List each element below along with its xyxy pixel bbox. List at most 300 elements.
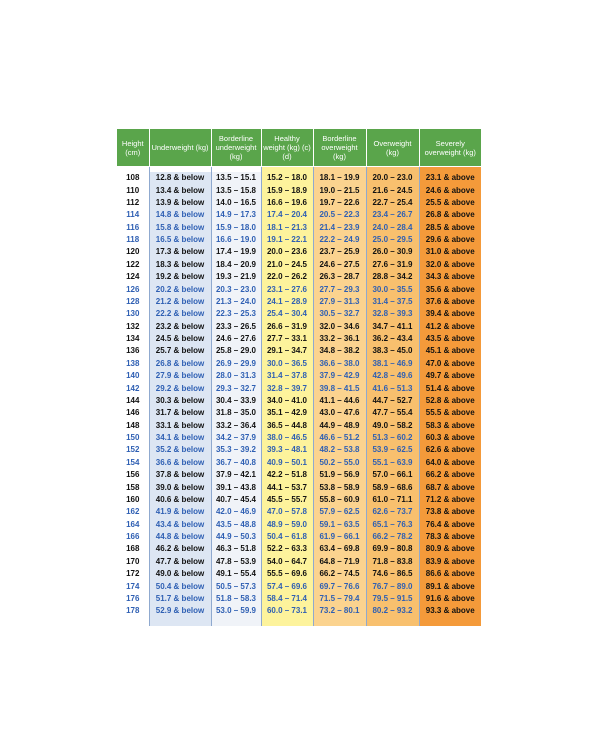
table-row [117,494,481,506]
borderline-underweight-cell: 46.3 – 51.8 [211,543,261,555]
healthy-weight-cell: 48.9 – 59.0 [261,519,313,531]
partial-cell [261,618,313,626]
healthy-weight-cell: 22.0 – 26.2 [261,271,313,283]
partial-cell [419,618,481,626]
underweight-cell: 22.2 & below [149,308,211,320]
borderline-underweight-cell: 42.0 – 46.9 [211,506,261,518]
height-cell: 108 [117,172,149,184]
overweight-cell: 58.9 – 68.6 [366,481,419,493]
borderline-overweight-cell: 73.2 – 80.1 [313,605,366,617]
severely-overweight-cell: 43.5 & above [419,333,481,345]
borderline-underweight-cell: 51.8 – 58.3 [211,593,261,605]
borderline-overweight-cell: 50.2 – 55.0 [313,457,366,469]
healthy-weight-cell: 25.4 – 30.4 [261,308,313,320]
healthy-weight-cell: 45.5 – 55.7 [261,494,313,506]
height-cell: 118 [117,234,149,246]
underweight-cell: 15.8 & below [149,222,211,234]
overweight-cell: 41.6 – 51.3 [366,382,419,394]
height-cell: 176 [117,593,149,605]
partial-cell [117,618,149,626]
healthy-weight-cell: 55.5 – 69.6 [261,568,313,580]
healthy-weight-cell: 21.0 – 24.5 [261,259,313,271]
borderline-underweight-cell: 24.6 – 27.6 [211,333,261,345]
height-cell: 136 [117,345,149,357]
table-row [117,358,481,370]
overweight-cell: 47.7 – 55.4 [366,407,419,419]
height-cell: 116 [117,222,149,234]
borderline-overweight-cell: 32.0 – 34.6 [313,321,366,333]
borderline-overweight-cell: 23.7 – 25.9 [313,246,366,258]
overweight-cell: 55.1 – 63.9 [366,457,419,469]
table-row [117,197,481,209]
underweight-cell: 16.5 & below [149,234,211,246]
borderline-underweight-cell: 31.8 – 35.0 [211,407,261,419]
height-cell: 172 [117,568,149,580]
table-row [117,333,481,345]
borderline-overweight-cell: 19.7 – 22.6 [313,197,366,209]
healthy-weight-cell: 44.1 – 53.7 [261,481,313,493]
borderline-underweight-cell: 21.3 – 24.0 [211,296,261,308]
borderline-overweight-cell: 34.8 – 38.2 [313,345,366,357]
overweight-cell: 23.4 – 26.7 [366,209,419,221]
overweight-cell: 30.0 – 35.5 [366,283,419,295]
overweight-cell: 57.0 – 66.1 [366,469,419,481]
overweight-cell: 65.1 – 76.3 [366,519,419,531]
table-row [117,407,481,419]
height-cell: 128 [117,296,149,308]
healthy-weight-cell: 23.1 – 27.6 [261,283,313,295]
underweight-cell: 36.6 & below [149,457,211,469]
borderline-overweight-cell: 33.2 – 36.1 [313,333,366,345]
severely-overweight-cell: 24.6 & above [419,184,481,196]
severely-overweight-cell: 78.3 & above [419,531,481,543]
table-row [117,283,481,295]
healthy-weight-cell: 27.7 – 33.1 [261,333,313,345]
height-cell: 166 [117,531,149,543]
table-row [117,444,481,456]
height-cell: 160 [117,494,149,506]
height-cell: 142 [117,382,149,394]
healthy-weight-cell: 60.0 – 73.1 [261,605,313,617]
borderline-underweight-cell: 13.5 – 15.1 [211,172,261,184]
healthy-weight-cell: 15.2 – 18.0 [261,172,313,184]
overweight-cell: 26.0 – 30.9 [366,246,419,258]
borderline-overweight-cell: 71.5 – 79.4 [313,593,366,605]
height-cell: 148 [117,420,149,432]
borderline-underweight-cell: 28.0 – 31.3 [211,370,261,382]
underweight-cell: 20.2 & below [149,283,211,295]
borderline-overweight-cell: 55.8 – 60.9 [313,494,366,506]
healthy-weight-cell: 19.1 – 22.1 [261,234,313,246]
header-severely-overweight: Severely overweight (kg) [419,129,481,167]
healthy-weight-cell: 50.4 – 61.8 [261,531,313,543]
underweight-cell: 46.2 & below [149,543,211,555]
table-row [117,593,481,605]
overweight-cell: 42.8 – 49.6 [366,370,419,382]
underweight-cell: 24.5 & below [149,333,211,345]
borderline-overweight-cell: 69.7 – 76.6 [313,580,366,592]
borderline-underweight-cell: 22.3 – 25.3 [211,308,261,320]
table-row [117,184,481,196]
header-borderline-overweight: Borderline overweight (kg) [313,129,366,167]
borderline-underweight-cell: 37.9 – 42.1 [211,469,261,481]
severely-overweight-cell: 73.8 & above [419,506,481,518]
borderline-underweight-cell: 36.7 – 40.8 [211,457,261,469]
underweight-cell: 13.4 & below [149,184,211,196]
overweight-cell: 25.0 – 29.5 [366,234,419,246]
overweight-cell: 76.7 – 89.0 [366,580,419,592]
header-row [117,129,481,167]
healthy-weight-cell: 36.5 – 44.8 [261,420,313,432]
overweight-cell: 27.6 – 31.9 [366,259,419,271]
severely-overweight-cell: 80.9 & above [419,543,481,555]
weight-chart-table [117,129,481,626]
table-row [117,605,481,617]
healthy-weight-cell: 30.0 – 36.5 [261,358,313,370]
header-borderline-underweight: Borderline underweight (kg) [211,129,261,167]
healthy-weight-cell: 42.2 – 51.8 [261,469,313,481]
underweight-cell: 37.8 & below [149,469,211,481]
underweight-cell: 19.2 & below [149,271,211,283]
borderline-underweight-cell: 26.9 – 29.9 [211,358,261,370]
borderline-overweight-cell: 48.2 – 53.8 [313,444,366,456]
borderline-underweight-cell: 30.4 – 33.9 [211,395,261,407]
overweight-cell: 62.6 – 73.7 [366,506,419,518]
healthy-weight-cell: 31.4 – 37.8 [261,370,313,382]
underweight-cell: 18.3 & below [149,259,211,271]
healthy-weight-cell: 26.6 – 31.9 [261,321,313,333]
severely-overweight-cell: 60.3 & above [419,432,481,444]
underweight-cell: 39.0 & below [149,481,211,493]
borderline-underweight-cell: 19.3 – 21.9 [211,271,261,283]
severely-overweight-cell: 31.0 & above [419,246,481,258]
table-row [117,457,481,469]
height-cell: 140 [117,370,149,382]
borderline-underweight-cell: 14.0 – 16.5 [211,197,261,209]
underweight-cell: 52.9 & below [149,605,211,617]
severely-overweight-cell: 32.0 & above [419,259,481,271]
table-row [117,531,481,543]
partial-cell [313,618,366,626]
table-row [117,420,481,432]
borderline-underweight-cell: 40.7 – 45.4 [211,494,261,506]
height-cell: 162 [117,506,149,518]
table-row [117,209,481,221]
borderline-overweight-cell: 20.5 – 22.3 [313,209,366,221]
borderline-overweight-cell: 51.9 – 56.9 [313,469,366,481]
underweight-cell: 26.8 & below [149,358,211,370]
height-cell: 112 [117,197,149,209]
overweight-cell: 24.0 – 28.4 [366,222,419,234]
height-cell: 146 [117,407,149,419]
underweight-cell: 21.2 & below [149,296,211,308]
borderline-underweight-cell: 33.2 – 36.4 [211,420,261,432]
borderline-overweight-cell: 18.1 – 19.9 [313,172,366,184]
healthy-weight-cell: 20.0 – 23.6 [261,246,313,258]
table-body [117,167,481,626]
borderline-overweight-cell: 57.9 – 62.5 [313,506,366,518]
borderline-underweight-cell: 23.3 – 26.5 [211,321,261,333]
healthy-weight-cell: 24.1 – 28.9 [261,296,313,308]
partial-cell [149,618,211,626]
borderline-overweight-cell: 26.3 – 28.7 [313,271,366,283]
height-cell: 124 [117,271,149,283]
borderline-overweight-cell: 44.9 – 48.9 [313,420,366,432]
partial-row [117,618,481,626]
partial-cell [366,618,419,626]
underweight-cell: 31.7 & below [149,407,211,419]
overweight-cell: 44.7 – 52.7 [366,395,419,407]
severely-overweight-cell: 76.4 & above [419,519,481,531]
height-cell: 114 [117,209,149,221]
borderline-overweight-cell: 27.9 – 31.3 [313,296,366,308]
borderline-underweight-cell: 29.3 – 32.7 [211,382,261,394]
table-row [117,370,481,382]
table-row [117,345,481,357]
severely-overweight-cell: 66.2 & above [419,469,481,481]
underweight-cell: 33.1 & below [149,420,211,432]
borderline-underweight-cell: 43.5 – 48.8 [211,519,261,531]
height-cell: 130 [117,308,149,320]
underweight-cell: 13.9 & below [149,197,211,209]
borderline-overweight-cell: 41.1 – 44.6 [313,395,366,407]
healthy-weight-cell: 18.1 – 21.3 [261,222,313,234]
table-row [117,246,481,258]
borderline-overweight-cell: 22.2 – 24.9 [313,234,366,246]
height-cell: 152 [117,444,149,456]
borderline-overweight-cell: 36.6 – 38.0 [313,358,366,370]
overweight-cell: 21.6 – 24.5 [366,184,419,196]
borderline-underweight-cell: 50.5 – 57.3 [211,580,261,592]
underweight-cell: 49.0 & below [149,568,211,580]
table-row [117,580,481,592]
borderline-underweight-cell: 13.5 – 15.8 [211,184,261,196]
height-cell: 156 [117,469,149,481]
table-row [117,321,481,333]
height-cell: 110 [117,184,149,196]
overweight-cell: 28.8 – 34.2 [366,271,419,283]
table-row [117,222,481,234]
table-row [117,382,481,394]
table-row [117,296,481,308]
borderline-underweight-cell: 39.1 – 43.8 [211,481,261,493]
borderline-overweight-cell: 27.7 – 29.3 [313,283,366,295]
severely-overweight-cell: 86.6 & above [419,568,481,580]
height-cell: 158 [117,481,149,493]
table-row [117,271,481,283]
healthy-weight-cell: 38.0 – 46.5 [261,432,313,444]
height-cell: 168 [117,543,149,555]
overweight-cell: 69.9 – 80.8 [366,543,419,555]
height-cell: 170 [117,556,149,568]
overweight-cell: 61.0 – 71.1 [366,494,419,506]
table-row [117,543,481,555]
overweight-cell: 31.4 – 37.5 [366,296,419,308]
underweight-cell: 41.9 & below [149,506,211,518]
healthy-weight-cell: 47.0 – 57.8 [261,506,313,518]
height-cell: 164 [117,519,149,531]
healthy-weight-cell: 52.2 – 63.3 [261,543,313,555]
table-row [117,432,481,444]
underweight-cell: 27.9 & below [149,370,211,382]
header-healthy-weight: Healthy weight (kg) (c) (d) [261,129,313,167]
partial-cell [211,618,261,626]
severely-overweight-cell: 49.7 & above [419,370,481,382]
borderline-underweight-cell: 25.8 – 29.0 [211,345,261,357]
underweight-cell: 35.2 & below [149,444,211,456]
table-row [117,469,481,481]
healthy-weight-cell: 34.0 – 41.0 [261,395,313,407]
severely-overweight-cell: 89.1 & above [419,580,481,592]
severely-overweight-cell: 34.3 & above [419,271,481,283]
table-row [117,519,481,531]
healthy-weight-cell: 29.1 – 34.7 [261,345,313,357]
severely-overweight-cell: 47.0 & above [419,358,481,370]
overweight-cell: 38.1 – 46.9 [366,358,419,370]
severely-overweight-cell: 37.6 & above [419,296,481,308]
severely-overweight-cell: 51.4 & above [419,382,481,394]
header-overweight: Overweight (kg) [366,129,419,167]
height-cell: 178 [117,605,149,617]
borderline-overweight-cell: 21.4 – 23.9 [313,222,366,234]
height-cell: 132 [117,321,149,333]
healthy-weight-cell: 58.4 – 71.4 [261,593,313,605]
header-underweight: Underweight (kg) [149,129,211,167]
severely-overweight-cell: 25.5 & above [419,197,481,209]
borderline-overweight-cell: 37.9 – 42.9 [313,370,366,382]
underweight-cell: 29.2 & below [149,382,211,394]
overweight-cell: 38.3 – 45.0 [366,345,419,357]
table-row [117,259,481,271]
severely-overweight-cell: 26.8 & above [419,209,481,221]
severely-overweight-cell: 55.5 & above [419,407,481,419]
table-row [117,172,481,184]
height-cell: 134 [117,333,149,345]
severely-overweight-cell: 35.6 & above [419,283,481,295]
borderline-underweight-cell: 49.1 – 55.4 [211,568,261,580]
healthy-weight-cell: 32.8 – 39.7 [261,382,313,394]
underweight-cell: 25.7 & below [149,345,211,357]
healthy-weight-cell: 35.1 – 42.9 [261,407,313,419]
severely-overweight-cell: 62.6 & above [419,444,481,456]
overweight-cell: 74.6 – 86.5 [366,568,419,580]
underweight-cell: 17.3 & below [149,246,211,258]
underweight-cell: 30.3 & below [149,395,211,407]
borderline-overweight-cell: 64.8 – 71.9 [313,556,366,568]
borderline-underweight-cell: 47.8 – 53.9 [211,556,261,568]
table-row [117,308,481,320]
underweight-cell: 23.2 & below [149,321,211,333]
borderline-underweight-cell: 34.2 – 37.9 [211,432,261,444]
overweight-cell: 49.0 – 58.2 [366,420,419,432]
borderline-overweight-cell: 61.9 – 66.1 [313,531,366,543]
overweight-cell: 71.8 – 83.8 [366,556,419,568]
overweight-cell: 66.2 – 78.2 [366,531,419,543]
borderline-overweight-cell: 43.0 – 47.6 [313,407,366,419]
borderline-overweight-cell: 63.4 – 69.8 [313,543,366,555]
underweight-cell: 43.4 & below [149,519,211,531]
severely-overweight-cell: 45.1 & above [419,345,481,357]
overweight-cell: 36.2 – 43.4 [366,333,419,345]
table-row [117,234,481,246]
table-row [117,556,481,568]
borderline-underweight-cell: 20.3 – 23.0 [211,283,261,295]
height-cell: 138 [117,358,149,370]
underweight-cell: 51.7 & below [149,593,211,605]
overweight-cell: 53.9 – 62.5 [366,444,419,456]
borderline-underweight-cell: 44.9 – 50.3 [211,531,261,543]
severely-overweight-cell: 58.3 & above [419,420,481,432]
healthy-weight-cell: 54.0 – 64.7 [261,556,313,568]
overweight-cell: 79.5 – 91.5 [366,593,419,605]
table-row [117,395,481,407]
severely-overweight-cell: 52.8 & above [419,395,481,407]
height-cell: 120 [117,246,149,258]
height-cell: 126 [117,283,149,295]
borderline-overweight-cell: 24.6 – 27.5 [313,259,366,271]
borderline-underweight-cell: 18.4 – 20.9 [211,259,261,271]
borderline-underweight-cell: 53.0 – 59.9 [211,605,261,617]
header-height: Height (cm) [117,129,149,167]
height-cell: 154 [117,457,149,469]
severely-overweight-cell: 64.0 & above [419,457,481,469]
underweight-cell: 50.4 & below [149,580,211,592]
severely-overweight-cell: 91.6 & above [419,593,481,605]
height-cell: 144 [117,395,149,407]
overweight-cell: 20.0 – 23.0 [366,172,419,184]
underweight-cell: 12.8 & below [149,172,211,184]
borderline-overweight-cell: 19.0 – 21.5 [313,184,366,196]
severely-overweight-cell: 71.2 & above [419,494,481,506]
severely-overweight-cell: 68.7 & above [419,481,481,493]
overweight-cell: 32.8 – 39.3 [366,308,419,320]
borderline-underweight-cell: 17.4 – 19.9 [211,246,261,258]
severely-overweight-cell: 41.2 & above [419,321,481,333]
healthy-weight-cell: 57.4 – 69.6 [261,580,313,592]
height-cell: 174 [117,580,149,592]
severely-overweight-cell: 23.1 & above [419,172,481,184]
healthy-weight-cell: 39.3 – 48.1 [261,444,313,456]
borderline-underweight-cell: 35.3 – 39.2 [211,444,261,456]
borderline-overweight-cell: 66.2 – 74.5 [313,568,366,580]
healthy-weight-cell: 15.9 – 18.9 [261,184,313,196]
table-row [117,506,481,518]
overweight-cell: 80.2 – 93.2 [366,605,419,617]
severely-overweight-cell: 39.4 & above [419,308,481,320]
borderline-underweight-cell: 15.9 – 18.0 [211,222,261,234]
underweight-cell: 14.8 & below [149,209,211,221]
overweight-cell: 51.3 – 60.2 [366,432,419,444]
healthy-weight-cell: 16.6 – 19.6 [261,197,313,209]
severely-overweight-cell: 83.9 & above [419,556,481,568]
severely-overweight-cell: 29.6 & above [419,234,481,246]
borderline-overweight-cell: 39.8 – 41.5 [313,382,366,394]
severely-overweight-cell: 28.5 & above [419,222,481,234]
borderline-overweight-cell: 30.5 – 32.7 [313,308,366,320]
height-cell: 122 [117,259,149,271]
healthy-weight-cell: 17.4 – 20.4 [261,209,313,221]
underweight-cell: 47.7 & below [149,556,211,568]
height-cell: 150 [117,432,149,444]
borderline-overweight-cell: 46.6 – 51.2 [313,432,366,444]
healthy-weight-cell: 40.9 – 50.1 [261,457,313,469]
severely-overweight-cell: 93.3 & above [419,605,481,617]
table-row [117,568,481,580]
underweight-cell: 40.6 & below [149,494,211,506]
borderline-underweight-cell: 14.9 – 17.3 [211,209,261,221]
overweight-cell: 34.7 – 41.1 [366,321,419,333]
borderline-overweight-cell: 59.1 – 63.5 [313,519,366,531]
